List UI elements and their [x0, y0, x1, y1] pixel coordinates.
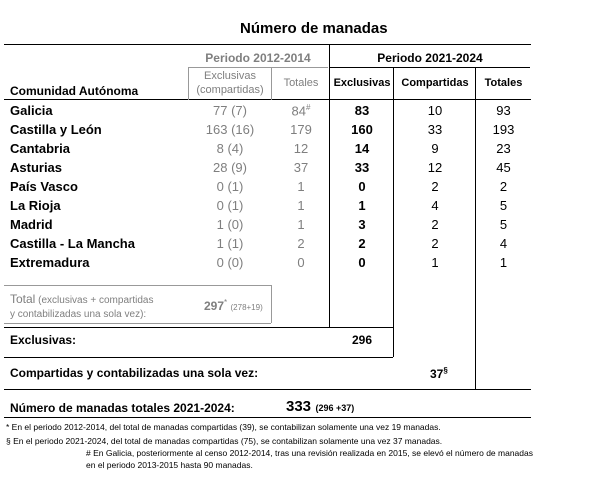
row-p2-exclusive — [330, 160, 394, 175]
vline-p1-left — [188, 67, 189, 100]
row-community-value: Cantabria — [10, 141, 70, 156]
total-value-mark: * — [224, 298, 228, 307]
row-p2-total-value: 45 — [496, 160, 511, 175]
excl2-header: Exclusivas — [333, 77, 391, 89]
row-p1-total — [272, 255, 330, 270]
row-p2-shared — [394, 179, 476, 194]
row-community-value: País Vasco — [10, 179, 78, 194]
row-p1-exclusive-value: 163 (16) — [205, 122, 255, 137]
table-title: Número de manadas — [240, 20, 388, 37]
row-p2-shared-value: 9 — [431, 141, 439, 156]
row-p2-shared-value: 12 — [427, 160, 443, 175]
period1-header: Periodo 2012-2014 — [205, 51, 311, 65]
row-p2-exclusive — [330, 255, 394, 270]
grand-total-detail: (296 +37) — [315, 403, 355, 413]
row-p1-exclusive — [188, 236, 272, 251]
compartidas-value — [430, 366, 448, 381]
row-p1-exclusive-value: 0 (1) — [216, 179, 244, 194]
compartidas-value-number: 37 — [430, 367, 444, 381]
total-value-detail: (278+19) — [230, 303, 263, 312]
row-p1-exclusive — [188, 179, 272, 194]
row-p1-exclusive — [188, 141, 272, 156]
row-p2-exclusive — [330, 103, 394, 118]
row-p2-shared — [394, 141, 476, 156]
row-community — [10, 141, 180, 156]
row-p1-total-value: 1 — [297, 179, 305, 194]
row-p2-shared-value: 2 — [431, 179, 439, 194]
row-community — [10, 103, 180, 118]
row-p1-exclusive — [188, 122, 272, 137]
row-p2-total-value: 1 — [499, 255, 508, 270]
community-header: Comunidad Autónoma — [10, 84, 139, 98]
row-p1-total-value: 179 — [290, 122, 312, 137]
row-p1-total-value: 84 — [291, 103, 306, 119]
row-p2-shared — [394, 198, 476, 213]
row-p2-total — [476, 141, 531, 156]
row-p1-exclusive-value: 0 (0) — [216, 255, 244, 270]
row-community-value: Madrid — [10, 217, 53, 232]
row-p1-exclusive-value: 1 (0) — [216, 217, 244, 232]
row-p2-exclusive — [330, 198, 394, 213]
vline-p1-mid — [271, 67, 272, 100]
total-rule-right — [271, 285, 272, 323]
compartidas-value-mark: § — [443, 366, 448, 375]
row-p1-exclusive-value: 77 (7) — [213, 103, 247, 118]
excl1-header-line2: (compartidas) — [196, 84, 264, 96]
row-p2-total — [476, 103, 531, 118]
row-p2-exclusive-value: 14 — [354, 141, 370, 156]
row-p2-shared — [394, 103, 476, 118]
row-p2-shared — [394, 160, 476, 175]
header-rule — [4, 99, 531, 100]
excl1-header-line1: Exclusivas — [204, 70, 256, 82]
row-p1-exclusive — [188, 255, 272, 270]
row-p2-shared-value: 10 — [427, 103, 443, 118]
row-community — [10, 122, 180, 137]
row-p1-exclusive-value: 8 (4) — [216, 141, 244, 156]
row-community — [10, 179, 180, 194]
row-p2-exclusive-value: 160 — [351, 122, 373, 137]
row-p1-total — [272, 103, 330, 118]
row-p1-exclusive — [188, 103, 272, 118]
row-p1-total-value: 37 — [293, 160, 309, 175]
row-p2-exclusive-value: 2 — [358, 236, 366, 251]
total-rule-top — [4, 285, 271, 286]
row-p2-shared — [394, 236, 476, 251]
row-p2-exclusive-value: 0 — [358, 179, 366, 194]
row-p2-total — [476, 179, 531, 194]
row-p1-total-value: 0 — [297, 255, 305, 270]
footnote-3a: # En Galicia, posteriormente al censo 2012-2014, tras una revisión realizada en 2015, se elevó el número de manadas — [86, 448, 533, 458]
row-p2-shared — [394, 255, 476, 270]
row-p2-total — [476, 122, 531, 137]
row-p2-total — [476, 198, 531, 213]
row-p2-shared-value: 4 — [431, 198, 439, 213]
exclusivas-rule-top — [4, 327, 393, 328]
row-p2-total-value: 193 — [492, 122, 515, 137]
row-p2-total-value: 4 — [499, 236, 508, 251]
row-p1-total — [272, 141, 330, 156]
row-p1-total — [272, 179, 330, 194]
row-p2-total-value: 5 — [499, 217, 508, 232]
compartidas-label: Compartidas y contabilizadas una sola vez: — [10, 366, 259, 380]
row-p2-exclusive — [330, 122, 394, 137]
row-p2-exclusive-value: 0 — [358, 255, 366, 270]
row-p1-total — [272, 122, 330, 137]
row-p2-shared-value: 33 — [427, 122, 443, 137]
totals1-header: Totales — [283, 77, 319, 89]
row-p1-exclusive-value: 28 (9) — [213, 160, 247, 175]
grand-total-number: 333 — [286, 398, 312, 415]
period2-rule — [330, 67, 530, 68]
row-p1-total-mark: # — [306, 103, 311, 112]
grand-total-rule — [4, 417, 531, 418]
row-p1-total-value: 12 — [293, 141, 309, 156]
row-p2-shared-value: 2 — [431, 217, 439, 232]
row-p2-total — [476, 160, 531, 175]
total-value-number: 297 — [204, 299, 225, 313]
row-p2-shared — [394, 217, 476, 232]
row-community-value: La Rioja — [10, 198, 61, 213]
row-p2-exclusive — [330, 236, 394, 251]
totals2-header: Totales — [484, 77, 523, 89]
footnote-3b: en el periodo 2013-2015 hasta 90 manadas. — [86, 460, 253, 470]
row-p1-exclusive-value: 1 (1) — [216, 236, 244, 251]
row-p2-exclusive-value: 3 — [358, 217, 366, 232]
row-p2-total — [476, 217, 531, 232]
row-p1-total-value: 2 — [297, 236, 305, 251]
row-p2-shared — [394, 122, 476, 137]
footnote-2: § En el periodo 2021-2024, del total de manadas compartidas (75), se contabilizan solamente una vez 37 manadas. — [6, 436, 443, 446]
row-p2-shared-value: 1 — [431, 255, 439, 270]
footnote-1: * En el periodo 2012-2014, del total de manadas compartidas (39), se contabilizan solamente una vez 19 manadas. — [6, 422, 441, 432]
row-p1-total — [272, 160, 330, 175]
row-p1-exclusive — [188, 217, 272, 232]
exclusivas-rule-bottom — [4, 357, 393, 358]
row-p2-exclusive-value: 33 — [354, 160, 370, 175]
total-rule-bottom — [4, 323, 271, 324]
total-label-rest: (exclusivas + compartidas — [35, 295, 154, 306]
total-value — [204, 298, 263, 313]
row-community-value: Castilla y León — [10, 122, 102, 137]
row-community — [10, 217, 180, 232]
exclusivas-label: Exclusivas: — [10, 333, 77, 347]
row-p2-shared-value: 2 — [431, 236, 439, 251]
period1-rule — [188, 67, 328, 68]
row-p1-total-value: 1 — [297, 198, 305, 213]
total-label-line2: y contabilizadas una sola vez): — [10, 309, 147, 320]
shared2-header: Compartidas — [401, 77, 469, 89]
row-p1-exclusive — [188, 198, 272, 213]
row-p2-total-value: 93 — [496, 103, 511, 118]
row-p2-total — [476, 255, 531, 270]
row-p2-exclusive-value: 1 — [358, 198, 366, 213]
row-community — [10, 255, 180, 270]
row-community-value: Extremadura — [10, 255, 90, 270]
row-p2-exclusive — [330, 179, 394, 194]
row-p1-total — [272, 198, 330, 213]
row-community — [10, 198, 180, 213]
top-rule — [4, 44, 531, 45]
row-p2-total-value: 23 — [496, 141, 511, 156]
row-community-value: Castilla - La Mancha — [10, 236, 135, 251]
row-p2-total-value: 5 — [499, 198, 508, 213]
exclusivas-value: 296 — [352, 333, 373, 347]
row-community — [10, 160, 180, 175]
row-p1-total — [272, 236, 330, 251]
compartidas-rule-bottom — [4, 389, 531, 390]
row-p1-exclusive-value: 0 (1) — [216, 198, 244, 213]
row-community-value: Asturias — [10, 160, 63, 175]
row-p2-exclusive-value: 83 — [354, 103, 370, 118]
total-label-line1 — [10, 292, 153, 306]
period2-header: Periodo 2021-2024 — [377, 51, 483, 65]
row-p1-exclusive — [188, 160, 272, 175]
row-p2-exclusive — [330, 217, 394, 232]
row-community-value: Galicia — [10, 103, 53, 118]
row-p1-total-value: 1 — [297, 217, 305, 232]
row-p2-total-value: 2 — [499, 179, 508, 194]
grand-total-value — [286, 398, 354, 416]
grand-total-label: Número de manadas totales 2021-2024: — [10, 401, 235, 415]
row-p1-total — [272, 217, 330, 232]
total-label-bold: Total — [10, 292, 36, 306]
row-p2-exclusive — [330, 141, 394, 156]
row-p2-total — [476, 236, 531, 251]
row-community — [10, 236, 180, 251]
